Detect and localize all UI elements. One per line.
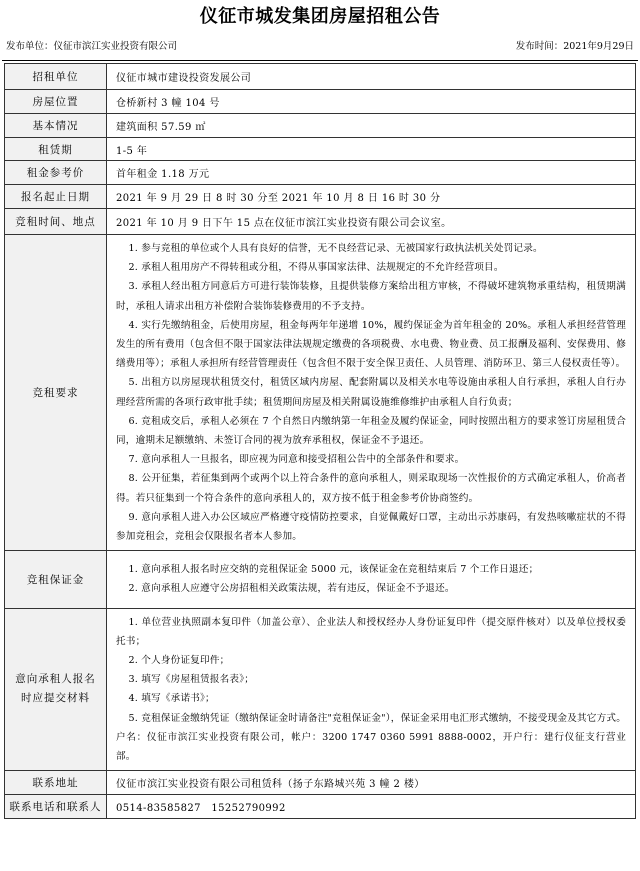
label-materials: 意向承租人报名时应提交材料 xyxy=(5,608,107,771)
value-rent: 首年租金 1.18 万元 xyxy=(107,161,636,185)
label-location: 房屋位置 xyxy=(5,90,107,114)
label-basic: 基本情况 xyxy=(5,114,107,138)
publisher-unit: 发布单位：仪征市滨江实业投资有限公司 xyxy=(6,41,178,52)
requirement-item: 4. 实行先缴纳租金，后使用房屋，租金每两年年递增 10%，履约保证金为首年租金的 20%。承租人承担经营管理发生的所有费用（包含但不限于国家法律法规规定缴费的各项税费、水电费、物业费、员工报酬及福利、安保费用、修缮费用等）；承租人承担所有经营管理责任（包含但不限于安全保卫责任、人员管理、消防环卫、第三人侵权责任等）。 xyxy=(116,319,626,370)
value-location: 仓桥新村 3 幢 104 号 xyxy=(107,90,636,114)
label-lessor: 招租单位 xyxy=(5,64,107,90)
label-rent: 租金参考价 xyxy=(5,161,107,185)
requirement-item: 8. 公开征集，若征集到两个或两个以上符合条件的意向承租人，则采取现场一次性报价的方式确定承租人，价高者得。若只征集到一个符合条件的意向承租人的，双方按不低于租金参考价协商签约。 xyxy=(116,473,626,504)
label-deposit: 竞租保证金 xyxy=(5,551,107,608)
requirement-item: 3. 承租人经出租方同意后方可进行装饰装修，且提供装修方案给出租方审核，不得破坏建筑物承重结构，租赁期满时，承租人请求出租方补偿附合装饰装修费用的不予支持。 xyxy=(116,281,626,312)
material-item: 5. 竞租保证金缴纳凭证（缴纳保证金时请备注"竞租保证金"），保证金采用电汇形式缴纳，不接受现金及其它方式。户名：仪征市滨江实业投资有限公司，帐户：3200 1747 0360 5991 8888-0002，开户行：建行仪征支行营业部。 xyxy=(116,712,626,763)
label-signup: 报名起止日期 xyxy=(5,185,107,209)
row-signup xyxy=(5,185,636,209)
header-divider xyxy=(2,60,638,61)
label-requirements: 竞租要求 xyxy=(5,235,107,551)
label-term: 租赁期 xyxy=(5,138,107,161)
row-materials xyxy=(5,608,636,771)
material-item: 4. 填写《承诺书》； xyxy=(128,693,215,705)
value-deposit xyxy=(107,551,636,608)
requirement-item: 2. 承租人租用房产不得转租或分租，不得从事国家法律、法规规定的不允许经营项目。 xyxy=(128,262,504,274)
value-address: 仪征市滨江实业投资有限公司租赁科（扬子东路城兴苑 3 幢 2 楼） xyxy=(107,771,636,795)
deposit-item: 2. 意向承租人应遵守公房招租相关政策法规，若有违反，保证金不予退还。 xyxy=(128,583,455,595)
material-item: 3. 填写《房屋租赁报名表》； xyxy=(128,674,254,686)
value-bidtime: 2021 年 10 月 9 日下午 15 点在仪征市滨江实业投资有限公司会议室。 xyxy=(107,209,636,235)
page-title: 仪征市城发集团房屋招租公告 xyxy=(199,6,441,27)
row-rent xyxy=(5,161,636,185)
label-bidtime: 竞租时间、地点 xyxy=(5,209,107,235)
row-bidtime xyxy=(5,209,636,235)
requirement-item: 1. 参与竞租的单位或个人具有良好的信誉，无不良经营记录、无被国家行政执法机关处罚记录。 xyxy=(128,243,543,254)
value-term: 1-5 年 xyxy=(107,138,636,161)
row-deposit xyxy=(5,551,636,608)
deposit-item: 1. 意向承租人报名时应交纳的竞租保证金 5000 元，该保证金在竞租结束后 7 个工作日退还； xyxy=(128,564,539,576)
row-contact xyxy=(5,795,636,819)
value-basic: 建筑面积 57.59 ㎡ xyxy=(107,114,636,138)
value-materials xyxy=(107,608,636,771)
publish-meta xyxy=(6,38,634,56)
publish-time: 发布时间：2021年9月29日 xyxy=(515,41,634,52)
row-lessor xyxy=(5,64,636,90)
value-contact: 0514-83585827 15252790992 xyxy=(107,795,636,819)
row-basic xyxy=(5,114,636,138)
requirement-item: 6. 竞租成交后，承租人必须在 7 个自然日内缴纳第一年租金及履约保证金，同时按照出租方的要求签订房屋租赁合同，逾期未足额缴纳、未签订合同的视为放弃承租权，保证金不予退还。 xyxy=(116,415,626,447)
row-requirements xyxy=(5,235,636,551)
requirement-item: 7. 意向承租人一旦报名，即应视为同意和接受招租公告中的全部条件和要求。 xyxy=(128,454,465,466)
requirement-item: 5. 出租方以房屋现状租赁交付，租赁区域内房屋、配套附属以及相关水电等设施由承租人自行承担，承租人自行办理经营所需的各项行政审批手续；租赁期间房屋及相关附属设施维修维护由承租人自行负责； xyxy=(116,377,626,408)
material-item: 2. 个人身份证复印件； xyxy=(128,655,230,667)
label-contact: 联系电话和联系人 xyxy=(5,795,107,819)
value-signup: 2021 年 9 月 29 日 8 时 30 分至 2021 年 10 月 8 日 16 时 30 分 xyxy=(107,185,636,209)
row-term xyxy=(5,138,636,161)
announcement-table xyxy=(4,63,636,819)
label-address: 联系地址 xyxy=(5,771,107,795)
row-location xyxy=(5,90,636,114)
material-item: 1. 单位营业执照副本复印件（加盖公章）、企业法人和授权经办人身份证复印件（提交原件核对）以及单位授权委托书； xyxy=(116,616,626,647)
value-lessor: 仪征市城市建设投资发展公司 xyxy=(107,64,636,90)
requirement-item: 9. 意向承租人进入办公区域应严格遵守疫情防控要求，自觉佩戴好口罩，主动出示苏康码，有发热咳嗽症状的不得参加竞租会，竞租会仅限报名者本人参加。 xyxy=(116,511,626,543)
row-address xyxy=(5,771,636,795)
value-requirements xyxy=(107,235,636,551)
